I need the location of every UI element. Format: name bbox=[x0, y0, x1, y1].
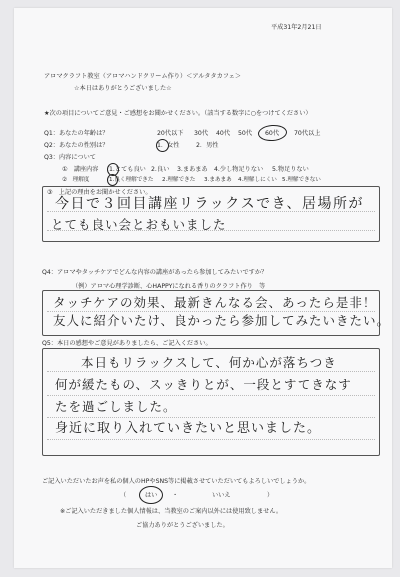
q1-option-30s: 30代 bbox=[194, 130, 209, 137]
rule-line bbox=[47, 395, 375, 396]
q1-selected-circle bbox=[257, 124, 287, 142]
q3-row2-option-4: 4.理解しにくい bbox=[238, 177, 277, 183]
consent-close-paren: ） bbox=[267, 492, 274, 499]
q4-answer-box bbox=[42, 290, 391, 336]
q5-handwritten-line-4: 身近に取り入れていきたいと思いました。 bbox=[55, 421, 322, 436]
q4-examples: （例）アロマ心理学診断、心HAPPYになれる香りのクラフト作り 等 bbox=[72, 283, 266, 290]
consent-selected-circle bbox=[139, 486, 163, 504]
q5-answer-box bbox=[42, 348, 380, 456]
privacy-note: ※ご記入いただきました個人情報は、当教室のご案内以外には使用致しません。 bbox=[60, 508, 283, 515]
q5-handwritten-line-2: 何が緩たもの、スッきりとが、一段とすてきなす bbox=[55, 377, 352, 392]
rule-line bbox=[47, 371, 375, 372]
consent-question: ご記入いただいたお声を私の個人のHPやSNS等に掲載させていただいてもよろしいでしょうか。 bbox=[42, 478, 311, 485]
q3-row2-option-3: 3.まあまあ bbox=[204, 177, 232, 183]
q1-option-40s: 40代 bbox=[216, 130, 231, 137]
q3-row2-option-2: 2.理解できた bbox=[162, 177, 196, 183]
rule-line bbox=[47, 311, 375, 312]
q2-option-male: 2．男性 bbox=[196, 142, 219, 149]
q3-row2-label: ② 理解度 bbox=[62, 177, 90, 183]
survey-date: 平成31年2月21日 bbox=[271, 24, 322, 31]
survey-intro: ★次の項目についてご意見・ご感想をお聞かせください。（該当する数字に○をつけてください） bbox=[44, 110, 312, 117]
rule-line bbox=[47, 439, 375, 440]
q3-handwritten-line-1: 今日で３回目講座リラックスでき、居場所が bbox=[55, 196, 365, 212]
q3-reason-label: ③ 上記の理由をお聞かせください。 bbox=[47, 189, 152, 196]
q5-handwritten-line-3: たを過ごしました。 bbox=[55, 399, 177, 414]
q3-handwritten-line-2: とても良い会とおもいました bbox=[51, 217, 227, 232]
thanks-heading: ☆本日はありがとうございました☆ bbox=[74, 85, 172, 92]
q2-selected-circle bbox=[156, 139, 169, 152]
rule-line bbox=[47, 417, 375, 418]
q2-label: Q2：あなたの性別は？ bbox=[44, 142, 109, 149]
consent-separator: ・ bbox=[172, 492, 179, 499]
q3-row1-option-5: 5.物足りない bbox=[272, 166, 309, 173]
q1-option-50s: 50代 bbox=[238, 130, 253, 137]
q3-row1-option-3: 3.まあまあ bbox=[177, 166, 208, 173]
q3-row1-option-2: 2.良い bbox=[151, 166, 170, 173]
q3-row1-option-1: 1.とても良い bbox=[109, 166, 146, 173]
q1-option-60s: 60代 bbox=[265, 130, 280, 137]
q3-row1-label: ① 講座内容 bbox=[62, 166, 99, 173]
q5-handwritten-line-1: 本日もリラックスして、何か心が落ちつき bbox=[81, 355, 337, 370]
closing-thanks: ご協力ありがとうございました。 bbox=[136, 522, 229, 529]
q3-row2-option-1: 1.良く理解できた bbox=[109, 177, 154, 183]
consent-yes: はい bbox=[145, 492, 158, 499]
q4-handwritten-line-2: 友人に紹介いたけ、良かったら参加してみたいきたい。 bbox=[53, 313, 391, 328]
q5-label: Q5：本日の感想やご意見がありましたら、ご記入ください。 bbox=[42, 340, 212, 347]
q4-handwritten-line-1: タッチケアの効果、最新きんなる会、あったら是非！ bbox=[53, 295, 377, 310]
q2-option-female: 1．女性 bbox=[157, 142, 180, 149]
q3-row2-selected-circle bbox=[107, 174, 118, 186]
q3-reason-box bbox=[42, 186, 380, 242]
q3-row2-option-5: 5.理解できない bbox=[282, 177, 321, 183]
consent-no: いいえ bbox=[212, 492, 231, 499]
survey-sheet bbox=[14, 8, 392, 568]
q1-option-20s: 20代以下 bbox=[157, 130, 184, 137]
q4-label: Q4：アロマやタッチケアでどんな内容の講座があったら参加してみたいですか？ bbox=[42, 269, 268, 276]
q1-label: Q1：あなたの年齢は？ bbox=[44, 130, 109, 137]
event-title: アロマクラフト教室（アロマハンドクリーム作り）＜アルタタカフェ＞ bbox=[44, 73, 242, 80]
q1-option-70s: 70代以上 bbox=[294, 130, 321, 137]
consent-open-paren: （ bbox=[120, 492, 127, 499]
q3-row1-option-4: 4.少し物足りない bbox=[214, 166, 264, 173]
q3-label: Q3：内容について bbox=[44, 154, 96, 161]
